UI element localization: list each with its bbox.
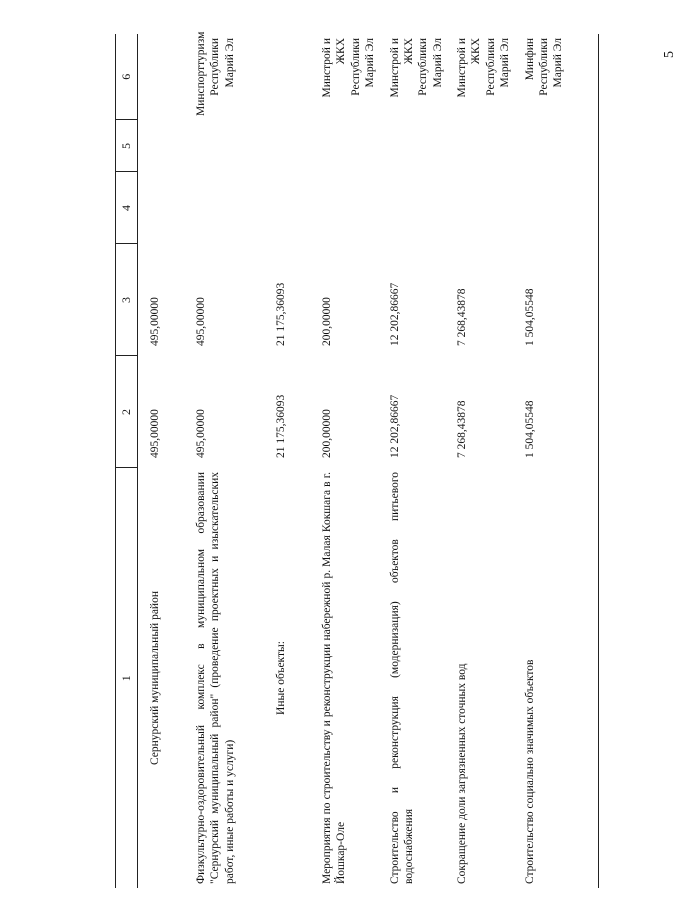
table-row — [450, 34, 518, 888]
row-col5 — [138, 120, 190, 172]
row-col6 — [138, 34, 190, 120]
row-name: Иные объекты: — [275, 641, 287, 715]
row-col3: 1 504,05548 — [518, 244, 599, 356]
row-col5 — [315, 120, 383, 172]
page-number: 5 — [662, 51, 677, 58]
row-col3: 495,00000 — [149, 297, 161, 346]
header-col-5: 5 — [116, 120, 138, 172]
row-name: Мероприятия по строительству и реконструкции набережной р. Малая Кокшага в г. Йошкар-Оле — [321, 472, 348, 884]
row-col4 — [189, 172, 269, 244]
row-col4 — [450, 172, 518, 244]
row-name: Сокращение доли загрязненных сточных вод — [456, 663, 468, 884]
row-col5 — [518, 120, 599, 172]
table-row-region — [138, 34, 190, 888]
row-col3: 21 175,36093 — [275, 282, 287, 346]
row-col6: Минспорттуризм Республики Марий Эл — [195, 31, 236, 116]
row-col6 — [269, 34, 315, 120]
row-col4 — [518, 172, 599, 244]
table-row-other-objects — [269, 34, 315, 888]
row-col6: Минстрой и ЖКХ Республики Марий Эл — [321, 38, 377, 98]
row-col4 — [138, 172, 190, 244]
row-col2: 495,00000 — [195, 409, 207, 458]
row-col3: 200,00000 — [321, 297, 333, 346]
row-col6: Минстрой и ЖКХ Республики Марий Эл — [388, 38, 444, 98]
row-col5 — [189, 120, 269, 172]
row-col2: 21 175,36093 — [275, 394, 287, 458]
row-col4 — [269, 172, 315, 244]
row-col3: 495,00000 — [195, 297, 207, 346]
header-col-6: 6 — [116, 34, 138, 120]
table-row — [383, 34, 451, 888]
row-col6: Минстрой и ЖКХ Республики Марий Эл — [456, 38, 512, 98]
row-col2: 12 202,86667 — [388, 394, 401, 458]
row-col2: 1 504,05548 — [518, 356, 599, 468]
row-col3: 7 268,43878 — [456, 288, 468, 346]
row-name: Строительство и реконструкция (модернизация) объектов питьевого водоснабжения — [388, 472, 415, 884]
row-col5 — [383, 120, 451, 172]
row-col6: Минфин Республики Марий Эл — [518, 34, 599, 120]
header-col-3: 3 — [116, 244, 138, 356]
row-name: Сернурский муниципальный район — [149, 591, 161, 766]
table-row — [315, 34, 383, 888]
budget-table-sheet — [115, 31, 635, 888]
row-col2: 7 268,43878 — [456, 400, 468, 458]
row-col4 — [383, 172, 451, 244]
row-col3: 12 202,86667 — [388, 282, 401, 346]
table-row — [518, 34, 599, 888]
table-header-row — [116, 34, 138, 888]
budget-table — [115, 31, 599, 888]
row-name: Физкультурно-оздоровительный комплекс в муниципальном образовании "Сернурский муниципальный район" (проведение проектных и изыскательских работ, иные работы и услуги) — [195, 472, 236, 884]
row-col5 — [450, 120, 518, 172]
row-col4 — [315, 172, 383, 244]
row-col5 — [269, 120, 315, 172]
row-col2: 200,00000 — [321, 409, 333, 458]
header-col-1: 1 — [116, 468, 138, 888]
header-col-2: 2 — [116, 356, 138, 468]
row-col2: 495,00000 — [149, 409, 161, 458]
header-col-4: 4 — [116, 172, 138, 244]
table-row — [189, 34, 269, 888]
row-name: Строительство социально значимых объектов — [518, 468, 599, 888]
